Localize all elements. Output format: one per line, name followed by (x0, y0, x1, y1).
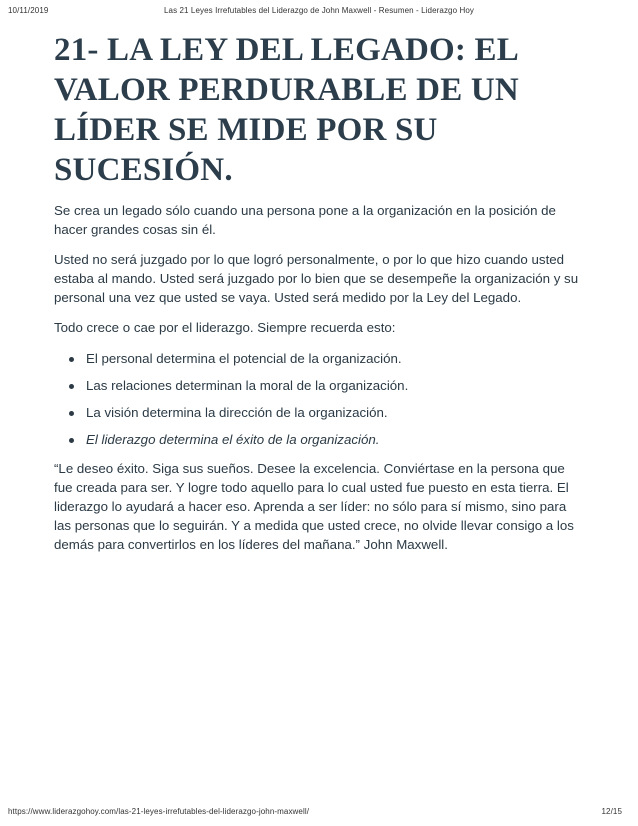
print-page-number: 12/15 (601, 807, 622, 816)
list-item (54, 349, 584, 368)
print-url: https://www.liderazgohoy.com/las-21-leyes-irrefutables-del-liderazgo-john-maxwell/ (8, 807, 310, 816)
print-page-title: Las 21 Leyes Irrefutables del Liderazgo de John Maxwell - Resumen - Liderazgo Hoy (163, 6, 475, 15)
list-item (54, 376, 584, 395)
print-date: 10/11/2019 (8, 6, 49, 15)
paragraph-judgment: Usted no será juzgado por lo que logró personalmente, o por lo que hizo cuando usted estaba al mando. Usted será juzgado por lo bien que se desempeñe la organización y su personal una vez que usted se vaya. Usted será medido por la Ley del Legado. (54, 252, 579, 305)
list-item-text: La visión determina la dirección de la organización. (86, 405, 388, 420)
list-item (54, 430, 584, 449)
paragraph-legacy-definition: Se crea un legado sólo cuando una persona pone a la organización en la posición de hacer grandes cosas sin él. (54, 203, 556, 237)
bullet-icon (69, 357, 74, 362)
closing-quote: “Le deseo éxito. Siga sus sueños. Desee la excelencia. Conviértase en la persona que fue creada para ser. Y logre todo aquello para lo cual usted fue puesto en esta tierra. El liderazgo lo ayudará a hacer eso. Aprenda a ser líder: no sólo para sí mismo, sino para las personas que lo seguirán. Y a medida que usted crece, no olvide llevar consigo a los demás para convertirlos en los líderes del mañana.” John Maxwell. (54, 461, 574, 552)
principles-list (54, 349, 584, 449)
list-item-text: Las relaciones determinan la moral de la organización. (86, 378, 409, 393)
bullet-icon (69, 411, 74, 416)
list-item (54, 403, 584, 422)
list-item-text: El liderazgo determina el éxito de la organización. (86, 432, 380, 447)
section-heading: 21- LA LEY DEL LEGADO: EL VALOR PERDURABLE DE UN LÍDER SE MIDE POR SU SUCESIÓN. (54, 32, 519, 188)
article-content (54, 30, 584, 554)
bullet-icon (69, 384, 74, 389)
paragraph-intro-list: Todo crece o cae por el liderazgo. Siempre recuerda esto: (54, 320, 396, 335)
bullet-icon (69, 438, 74, 443)
list-item-text: El personal determina el potencial de la organización. (86, 351, 402, 366)
